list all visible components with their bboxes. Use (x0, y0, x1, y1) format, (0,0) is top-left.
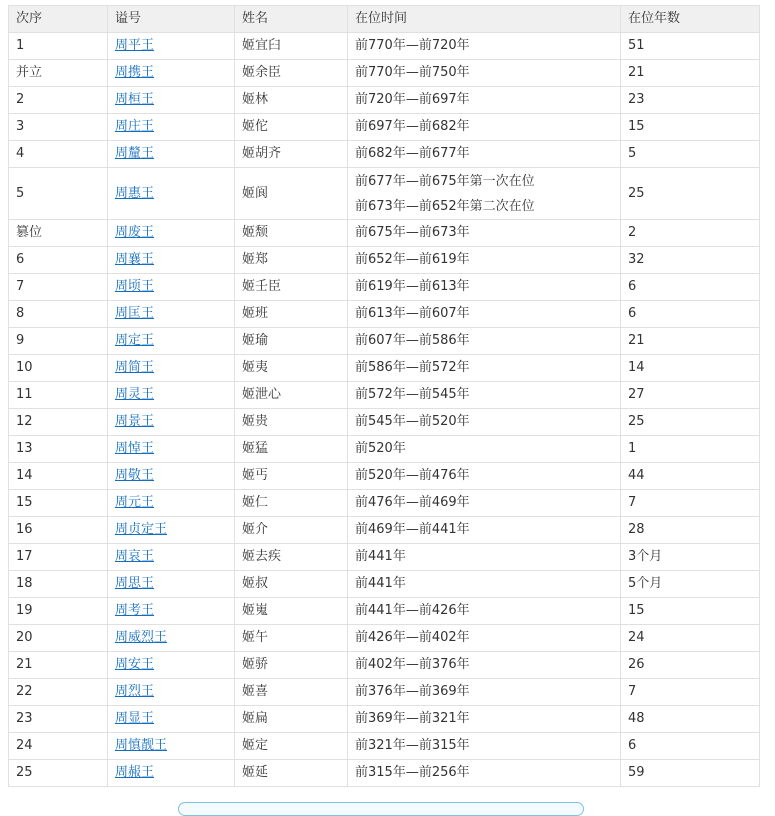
cell-name: 姬喜 (235, 679, 348, 706)
cell-name: 姬壬臣 (235, 274, 348, 301)
table-row (9, 141, 760, 168)
posthumous-title-link[interactable]: 周顷王 (115, 279, 155, 294)
posthumous-title-link[interactable]: 周悼王 (115, 441, 155, 456)
cell-name: 姬颓 (235, 220, 348, 247)
cell-reign-years: 25 (621, 409, 760, 436)
cell-reign-years: 28 (621, 517, 760, 544)
cell-reign-period: 前402年—前376年 (348, 652, 621, 679)
cell-order: 15 (9, 490, 108, 517)
cell-name: 姬余臣 (235, 60, 348, 87)
cell-order: 5 (9, 168, 108, 220)
cell-name: 姬仁 (235, 490, 348, 517)
posthumous-title-link[interactable]: 周安王 (115, 657, 155, 672)
cell-reign-years: 23 (621, 87, 760, 114)
cell-reign-period: 前476年—前469年 (348, 490, 621, 517)
header-order: 次序 (9, 6, 108, 33)
posthumous-title-link[interactable]: 周威烈王 (115, 630, 168, 645)
table-row (9, 733, 760, 760)
cell-name: 姬夷 (235, 355, 348, 382)
cell-order: 9 (9, 328, 108, 355)
cell-order: 18 (9, 571, 108, 598)
cell-order: 7 (9, 274, 108, 301)
cell-posthumous-title (108, 87, 235, 114)
cell-posthumous-title (108, 220, 235, 247)
posthumous-title-link[interactable]: 周惠王 (115, 185, 155, 201)
cell-name: 姬延 (235, 760, 348, 787)
table-row (9, 168, 760, 220)
cell-reign-years: 3个月 (621, 544, 760, 571)
kings-table (8, 5, 760, 787)
cell-reign-years: 6 (621, 274, 760, 301)
posthumous-title-link[interactable]: 周考王 (115, 603, 155, 618)
cell-reign-years: 21 (621, 60, 760, 87)
cell-order: 16 (9, 517, 108, 544)
cell-order: 10 (9, 355, 108, 382)
cell-reign-period: 前619年—前613年 (348, 274, 621, 301)
cell-name: 姬扁 (235, 706, 348, 733)
cell-order: 并立 (9, 60, 108, 87)
cell-reign-years: 7 (621, 679, 760, 706)
header-reign-years: 在位年数 (621, 6, 760, 33)
cell-posthumous-title (108, 33, 235, 60)
table-row (9, 544, 760, 571)
cell-order: 24 (9, 733, 108, 760)
table-row (9, 598, 760, 625)
cell-order: 22 (9, 679, 108, 706)
cell-reign-period: 前321年—前315年 (348, 733, 621, 760)
kings-table-container (8, 5, 759, 787)
cell-posthumous-title (108, 517, 235, 544)
posthumous-title-link[interactable]: 周简王 (115, 360, 155, 375)
cell-reign-period: 前607年—前586年 (348, 328, 621, 355)
cell-posthumous-title (108, 463, 235, 490)
cell-reign-years: 51 (621, 33, 760, 60)
cell-reign-period: 前426年—前402年 (348, 625, 621, 652)
cell-name: 姬骄 (235, 652, 348, 679)
cell-name: 姬贵 (235, 409, 348, 436)
cell-reign-years: 24 (621, 625, 760, 652)
posthumous-title-link[interactable]: 周慎靓王 (115, 738, 168, 753)
cell-posthumous-title (108, 706, 235, 733)
table-row (9, 247, 760, 274)
cell-posthumous-title (108, 652, 235, 679)
posthumous-title-link[interactable]: 周襄王 (115, 252, 155, 267)
cell-order: 23 (9, 706, 108, 733)
cell-reign-period: 前572年—前545年 (348, 382, 621, 409)
table-row (9, 652, 760, 679)
posthumous-title-link[interactable]: 周废王 (115, 225, 155, 240)
table-row (9, 679, 760, 706)
cell-order: 3 (9, 114, 108, 141)
cell-reign-period: 前720年—前697年 (348, 87, 621, 114)
cell-reign-years: 1 (621, 436, 760, 463)
cell-reign-years: 5 (621, 141, 760, 168)
cell-posthumous-title (108, 114, 235, 141)
posthumous-title-link[interactable]: 周贞定王 (115, 522, 168, 537)
cell-reign-period: 前520年—前476年 (348, 463, 621, 490)
reign-period-line: 前673年—前652年第二次在位 (355, 198, 535, 214)
cell-reign-years: 27 (621, 382, 760, 409)
cell-reign-period: 前469年—前441年 (348, 517, 621, 544)
cell-reign-period: 前376年—前369年 (348, 679, 621, 706)
cell-posthumous-title (108, 60, 235, 87)
cell-order: 13 (9, 436, 108, 463)
table-row (9, 436, 760, 463)
table-row (9, 328, 760, 355)
posthumous-title-link[interactable]: 周匡王 (115, 306, 155, 321)
cell-name: 姬胡齐 (235, 141, 348, 168)
cell-name: 姬定 (235, 733, 348, 760)
cell-reign-years: 6 (621, 301, 760, 328)
table-header-row (9, 6, 760, 33)
table-row (9, 706, 760, 733)
cell-order: 2 (9, 87, 108, 114)
cell-name: 姬郑 (235, 247, 348, 274)
cell-reign-years: 6 (621, 733, 760, 760)
cell-name: 姬班 (235, 301, 348, 328)
cell-reign-years: 32 (621, 247, 760, 274)
reign-period-line: 前677年—前675年第一次在位 (355, 173, 535, 189)
cell-reign-years: 15 (621, 114, 760, 141)
cell-name: 姬嵬 (235, 598, 348, 625)
cell-reign-period: 前441年 (348, 544, 621, 571)
posthumous-title-link[interactable]: 周平王 (115, 38, 155, 53)
cell-name: 姬阆 (235, 168, 348, 220)
cell-reign-years: 2 (621, 220, 760, 247)
cell-reign-years: 21 (621, 328, 760, 355)
posthumous-title-link[interactable]: 周敬王 (115, 468, 155, 483)
cell-reign-years: 48 (621, 706, 760, 733)
cell-posthumous-title (108, 544, 235, 571)
posthumous-title-link[interactable]: 周景王 (115, 414, 155, 429)
cell-reign-period: 前682年—前677年 (348, 141, 621, 168)
cell-reign-years: 59 (621, 760, 760, 787)
cell-order: 8 (9, 301, 108, 328)
cell-name: 姬宜臼 (235, 33, 348, 60)
cell-reign-period: 前369年—前321年 (348, 706, 621, 733)
cell-reign-period: 前586年—前572年 (348, 355, 621, 382)
posthumous-title-link[interactable]: 周釐王 (115, 146, 155, 161)
cell-name: 姬叔 (235, 571, 348, 598)
table-body (9, 33, 760, 787)
table-row (9, 463, 760, 490)
table-row (9, 517, 760, 544)
cell-name: 姬猛 (235, 436, 348, 463)
table-row (9, 33, 760, 60)
cell-reign-period: 前613年—前607年 (348, 301, 621, 328)
cell-posthumous-title (108, 571, 235, 598)
table-row (9, 409, 760, 436)
cell-reign-period (348, 168, 621, 220)
cell-name: 姬去疾 (235, 544, 348, 571)
cell-reign-period: 前652年—前619年 (348, 247, 621, 274)
posthumous-title-link[interactable]: 周烈王 (115, 684, 155, 699)
table-row (9, 382, 760, 409)
cell-reign-period: 前697年—前682年 (348, 114, 621, 141)
cell-order: 4 (9, 141, 108, 168)
cell-order: 21 (9, 652, 108, 679)
cell-reign-years: 7 (621, 490, 760, 517)
table-row (9, 274, 760, 301)
table-row (9, 87, 760, 114)
header-reign-period: 在位时间 (348, 6, 621, 33)
cell-reign-years: 26 (621, 652, 760, 679)
cell-posthumous-title (108, 733, 235, 760)
cell-posthumous-title (108, 598, 235, 625)
table-row (9, 571, 760, 598)
table-row (9, 301, 760, 328)
cell-reign-period: 前545年—前520年 (348, 409, 621, 436)
cell-name: 姬瑜 (235, 328, 348, 355)
table-row (9, 355, 760, 382)
cell-order: 25 (9, 760, 108, 787)
cell-posthumous-title (108, 679, 235, 706)
cell-reign-period: 前520年 (348, 436, 621, 463)
cell-reign-years: 25 (621, 168, 760, 220)
table-row (9, 760, 760, 787)
cell-order: 11 (9, 382, 108, 409)
cell-name: 姬午 (235, 625, 348, 652)
cell-reign-period: 前770年—前720年 (348, 33, 621, 60)
cell-order: 19 (9, 598, 108, 625)
cell-order: 篡位 (9, 220, 108, 247)
cell-posthumous-title (108, 274, 235, 301)
cell-order: 1 (9, 33, 108, 60)
posthumous-title-link[interactable]: 周元王 (115, 495, 155, 510)
cell-posthumous-title (108, 168, 235, 220)
header-posthumous-title: 谥号 (108, 6, 235, 33)
cell-reign-period: 前770年—前750年 (348, 60, 621, 87)
cell-name: 姬佗 (235, 114, 348, 141)
cell-name: 姬泄心 (235, 382, 348, 409)
cell-order: 17 (9, 544, 108, 571)
cell-posthumous-title (108, 382, 235, 409)
cell-posthumous-title (108, 436, 235, 463)
header-name: 姓名 (235, 6, 348, 33)
cell-reign-years: 5个月 (621, 571, 760, 598)
cell-reign-years: 44 (621, 463, 760, 490)
cell-posthumous-title (108, 328, 235, 355)
cell-posthumous-title (108, 355, 235, 382)
cell-posthumous-title (108, 625, 235, 652)
cell-posthumous-title (108, 409, 235, 436)
cell-reign-period: 前315年—前256年 (348, 760, 621, 787)
cell-reign-years: 14 (621, 355, 760, 382)
cell-posthumous-title (108, 760, 235, 787)
cell-order: 6 (9, 247, 108, 274)
bottom-button-partial[interactable] (178, 802, 584, 816)
cell-order: 14 (9, 463, 108, 490)
cell-posthumous-title (108, 301, 235, 328)
table-row (9, 60, 760, 87)
posthumous-title-link[interactable]: 周灵王 (115, 387, 155, 402)
cell-posthumous-title (108, 490, 235, 517)
cell-order: 20 (9, 625, 108, 652)
cell-reign-period: 前441年 (348, 571, 621, 598)
posthumous-title-link[interactable]: 周思王 (115, 576, 155, 591)
table-row (9, 114, 760, 141)
posthumous-title-link[interactable]: 周庄王 (115, 119, 155, 134)
posthumous-title-link[interactable]: 周定王 (115, 333, 155, 348)
cell-reign-years: 15 (621, 598, 760, 625)
cell-posthumous-title (108, 247, 235, 274)
posthumous-title-link[interactable]: 周哀王 (115, 549, 155, 564)
cell-name: 姬介 (235, 517, 348, 544)
cell-reign-period: 前441年—前426年 (348, 598, 621, 625)
posthumous-title-link[interactable]: 周桓王 (115, 92, 155, 107)
table-row (9, 625, 760, 652)
table-row (9, 490, 760, 517)
posthumous-title-link[interactable]: 周赧王 (115, 765, 155, 780)
cell-name: 姬丐 (235, 463, 348, 490)
cell-posthumous-title (108, 141, 235, 168)
cell-reign-period: 前675年—前673年 (348, 220, 621, 247)
posthumous-title-link[interactable]: 周显王 (115, 711, 155, 726)
table-row (9, 220, 760, 247)
cell-name: 姬林 (235, 87, 348, 114)
posthumous-title-link[interactable]: 周携王 (115, 65, 155, 80)
cell-order: 12 (9, 409, 108, 436)
